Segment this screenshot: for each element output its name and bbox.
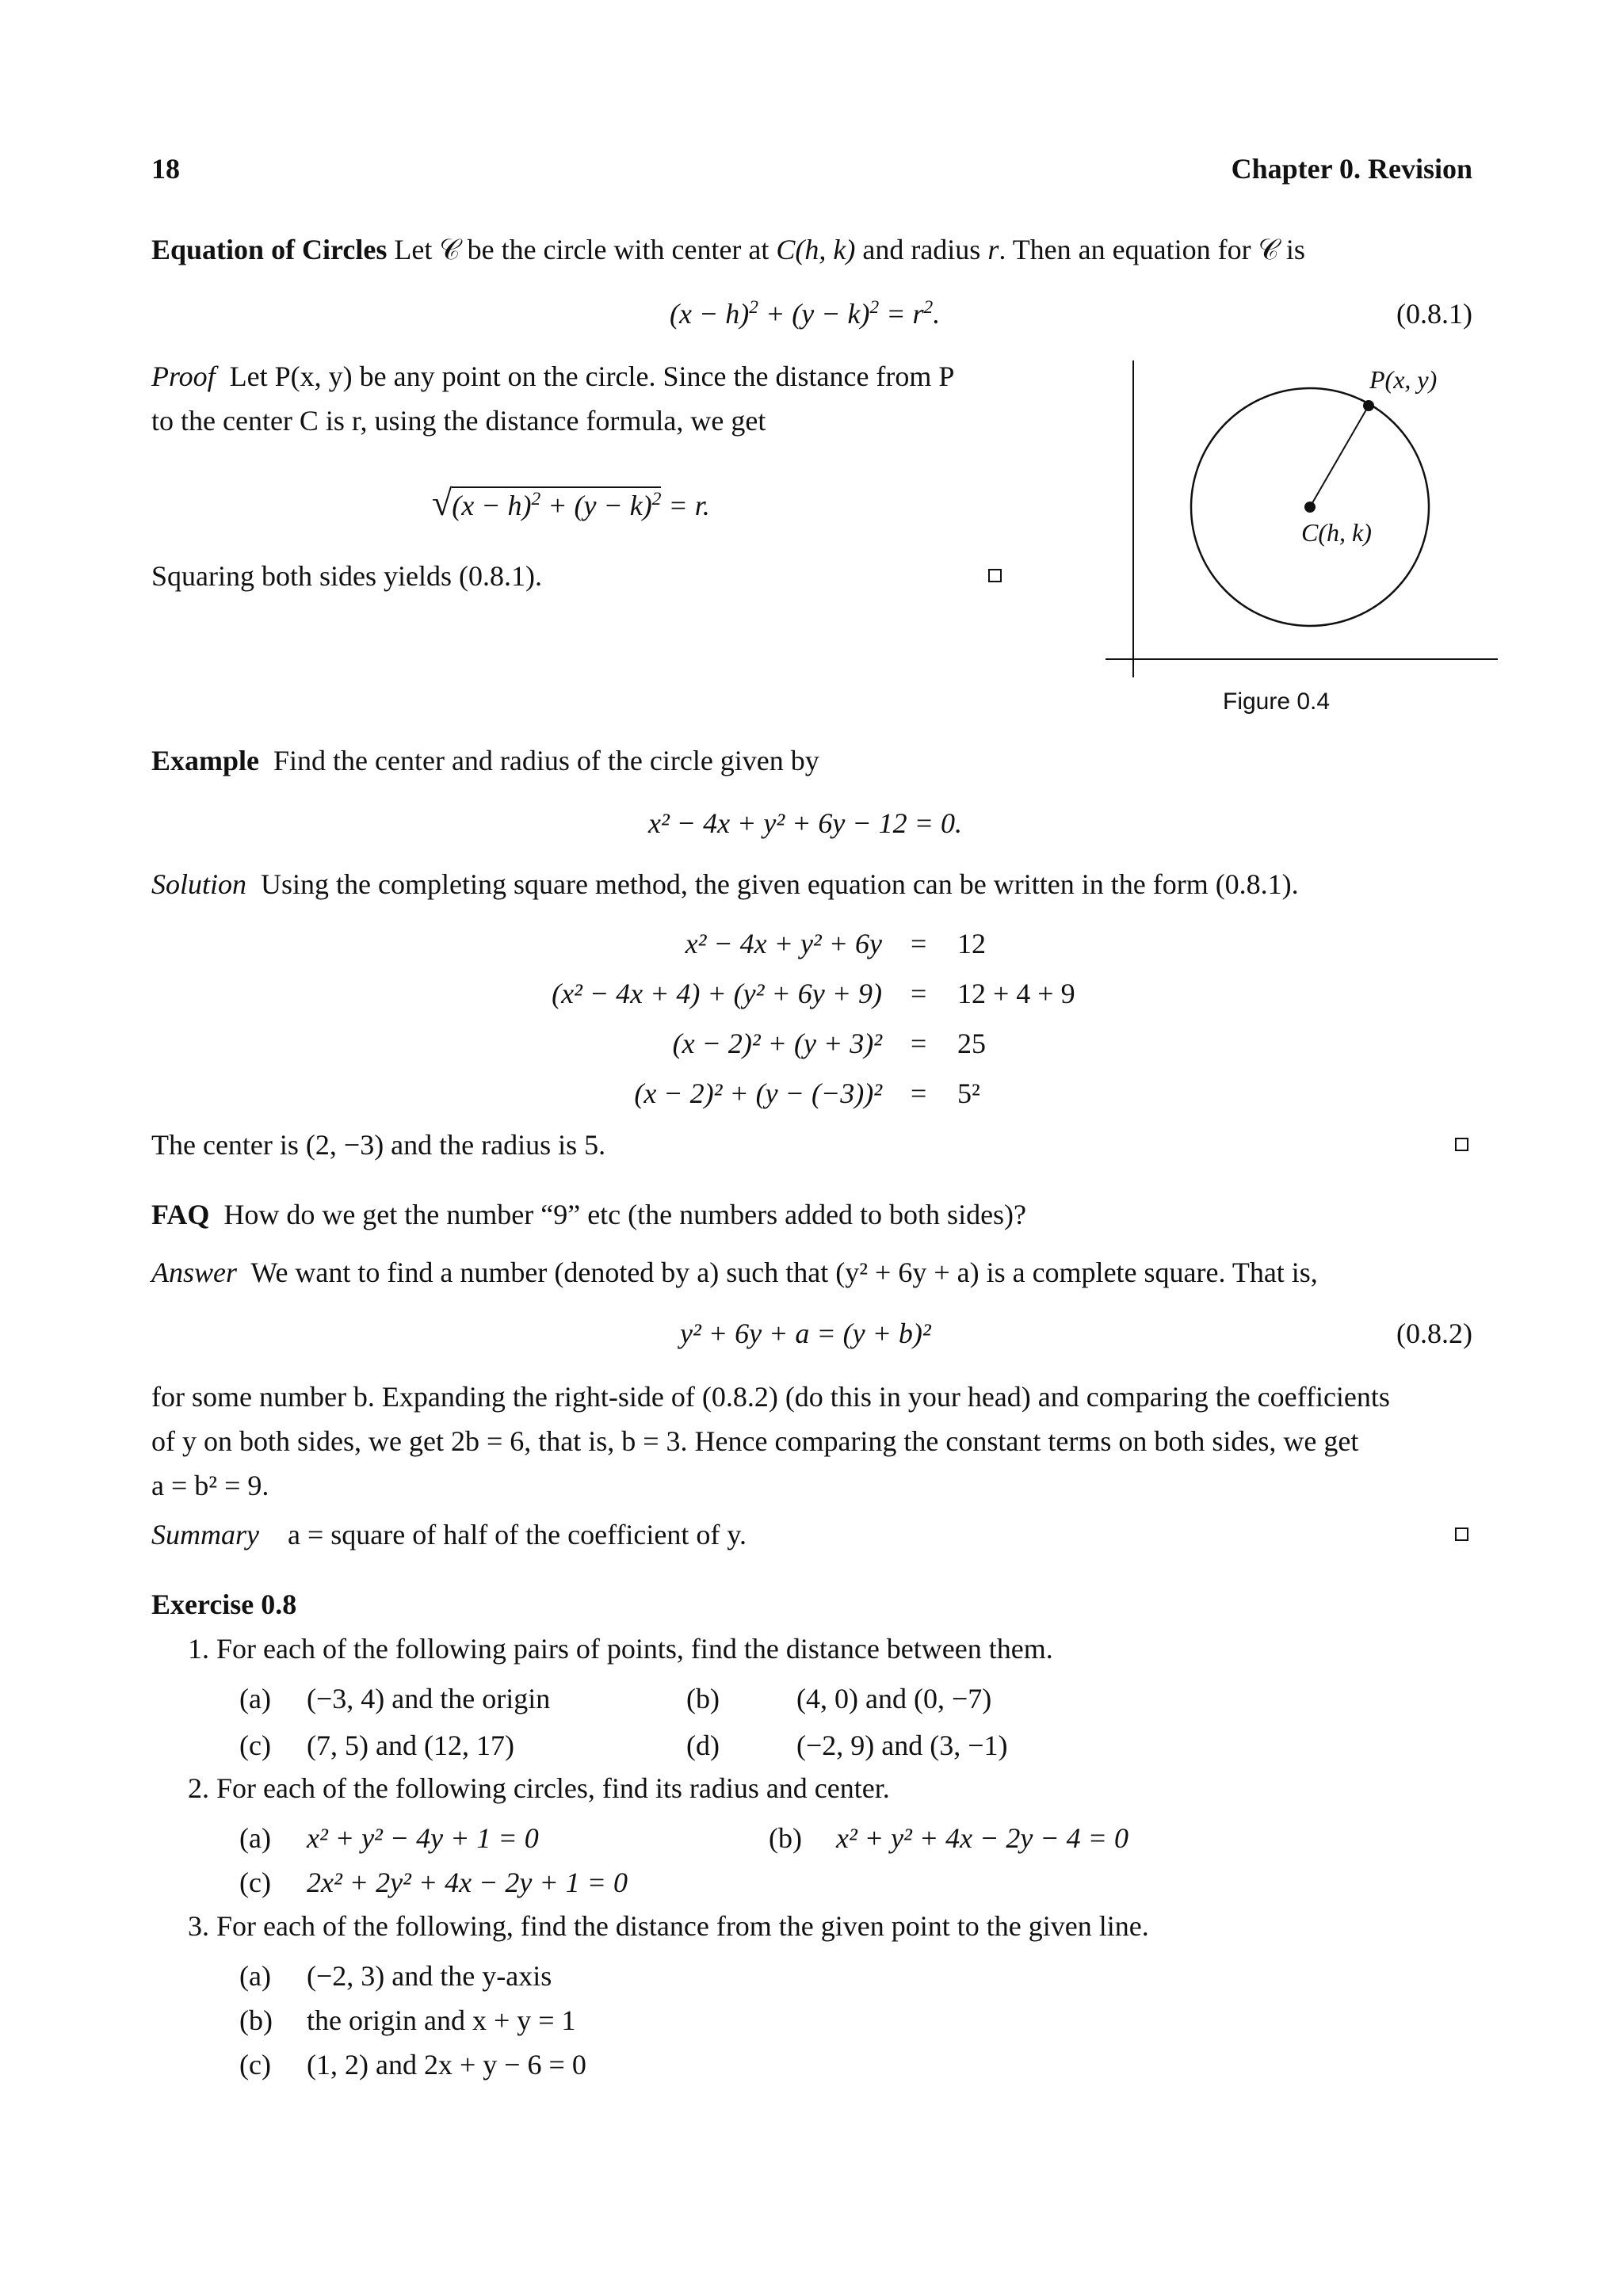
radius-line bbox=[1310, 406, 1369, 507]
exercise-question-3: 3. For each of the following, find the distance from the given point to the given line. bbox=[188, 1910, 1149, 1942]
faq-paragraph-line-1: for some number b. Expanding the right-side of (0.8.2) (do this in your head) and comparing the coefficients bbox=[151, 1381, 1390, 1413]
exercise-question-2: 2. For each of the following circles, find its radius and center. bbox=[188, 1772, 890, 1804]
sqrt-symbol: √ bbox=[432, 482, 453, 523]
item-text: x² + y² + 4x − 2y − 4 = 0 bbox=[836, 1822, 1128, 1854]
faq-paragraph-line-3: a = b² = 9. bbox=[151, 1470, 269, 1501]
item-label: (a) bbox=[239, 1822, 271, 1854]
item-label: (b) bbox=[686, 1683, 720, 1714]
item-label: (d) bbox=[686, 1730, 720, 1761]
step-rhs: 12 + 4 + 9 bbox=[957, 978, 1075, 1009]
center-label: C(h, k) bbox=[1301, 518, 1372, 547]
circle-intro: Equation of Circles Let 𝒞 be the circle with center at C(h, k) and radius r. Then an equation for 𝒞 is bbox=[151, 234, 1305, 265]
circle-point bbox=[1363, 400, 1374, 411]
step-lhs: (x − 2)² + (y − (−3))² bbox=[634, 1077, 882, 1109]
item-label: (c) bbox=[239, 1867, 271, 1898]
example-statement: Example Find the center and radius of the circle given by bbox=[151, 745, 819, 776]
solution-statement: Solution Using the completing square method, the given equation can be written in the form (0.8.1). bbox=[151, 868, 1299, 900]
summary-label: Summary bbox=[151, 1519, 259, 1550]
step-lhs: (x² − 4x + 4) + (y² + 6y + 9) bbox=[552, 978, 882, 1009]
equation-number-0-8-2: (0.8.2) bbox=[1396, 1318, 1472, 1349]
step-rhs: 25 bbox=[957, 1028, 986, 1059]
qed-box bbox=[988, 569, 1002, 582]
circle-equation: $(x - h)^2 + (y - k)^2 = r^2$. bbox=[670, 297, 941, 330]
center-point bbox=[1304, 502, 1316, 513]
step-rhs: 5² bbox=[957, 1077, 980, 1109]
example-equation: x² − 4x + y² + 6y − 12 = 0. bbox=[648, 807, 962, 839]
faq-summary: Summary a = square of half of the coefficient of y. bbox=[151, 1519, 747, 1550]
item-label: (a) bbox=[239, 1960, 271, 1992]
section-heading: Equation of Circles bbox=[151, 234, 388, 265]
proof-line-1: Proof Let P(x, y) be any point on the circle. Since the distance from P bbox=[151, 360, 955, 392]
answer-label: Answer bbox=[151, 1257, 237, 1288]
item-text: x² + y² − 4y + 1 = 0 bbox=[307, 1822, 539, 1854]
item-label: (b) bbox=[239, 2004, 273, 2036]
script-c-symbol: 𝒞 bbox=[439, 234, 460, 265]
item-label: (c) bbox=[239, 1730, 271, 1761]
item-label: (b) bbox=[769, 1822, 802, 1854]
exercise-question-1: 1. For each of the following pairs of points, find the distance between them. bbox=[188, 1633, 1053, 1665]
equation-number-0-8-1: (0.8.1) bbox=[1396, 298, 1472, 330]
faq-equation: y² + 6y + a = (y + b)² bbox=[680, 1318, 931, 1349]
solution-label: Solution bbox=[151, 868, 247, 900]
page-number: 18 bbox=[151, 153, 180, 185]
item-text: (−2, 3) and the y-axis bbox=[307, 1960, 552, 1992]
item-label: (c) bbox=[239, 2049, 271, 2081]
item-text: (−3, 4) and the origin bbox=[307, 1683, 551, 1714]
step-rhs: 12 bbox=[957, 928, 986, 959]
item-text: (7, 5) and (12, 17) bbox=[307, 1730, 514, 1761]
faq-answer: Answer We want to find a number (denoted by a) such that (y² + 6y + a) is a complete square. That is, bbox=[151, 1257, 1318, 1288]
example-label: Example bbox=[151, 745, 260, 776]
item-text: 2x² + 2y² + 4x − 2y + 1 = 0 bbox=[307, 1867, 628, 1898]
step-equals: = bbox=[911, 928, 927, 959]
step-equals: = bbox=[911, 1077, 927, 1109]
proof-line-2: to the center C is r, using the distance formula, we get bbox=[151, 405, 766, 437]
step-lhs: (x − 2)² + (y + 3)² bbox=[672, 1028, 882, 1059]
faq-label: FAQ bbox=[151, 1199, 210, 1230]
item-text: the origin and x + y = 1 bbox=[307, 2004, 576, 2036]
proof-label: Proof bbox=[151, 360, 216, 392]
faq-question: FAQ How do we get the number “9” etc (the numbers added to both sides)? bbox=[151, 1199, 1027, 1230]
item-text: (4, 0) and (0, −7) bbox=[796, 1683, 992, 1714]
item-text: (−2, 9) and (3, −1) bbox=[796, 1730, 1008, 1761]
step-lhs: x² − 4x + y² + 6y bbox=[685, 928, 882, 959]
distance-formula: $√(x - h)^2 + (y - k)^2 = r$. bbox=[432, 482, 710, 523]
point-label: P(x, y) bbox=[1369, 365, 1438, 394]
item-label: (a) bbox=[239, 1683, 271, 1714]
item-text: (1, 2) and 2x + y − 6 = 0 bbox=[307, 2049, 586, 2081]
qed-box bbox=[1455, 1138, 1468, 1151]
qed-box bbox=[1455, 1527, 1468, 1541]
faq-paragraph-line-2: of y on both sides, we get 2b = 6, that is, b = 3. Hence comparing the constant terms on both sides, we get bbox=[151, 1425, 1359, 1457]
example-conclusion: The center is (2, −3) and the radius is 5. bbox=[151, 1129, 606, 1161]
figure-caption: Figure 0.4 bbox=[1223, 688, 1331, 715]
figure-circle bbox=[1094, 349, 1506, 689]
chapter-title: Chapter 0. Revision bbox=[1231, 153, 1472, 185]
exercise-heading: Exercise 0.8 bbox=[151, 1589, 297, 1620]
step-equals: = bbox=[911, 1028, 927, 1059]
step-equals: = bbox=[911, 978, 927, 1009]
proof-conclusion: Squaring both sides yields (0.8.1). bbox=[151, 560, 542, 592]
